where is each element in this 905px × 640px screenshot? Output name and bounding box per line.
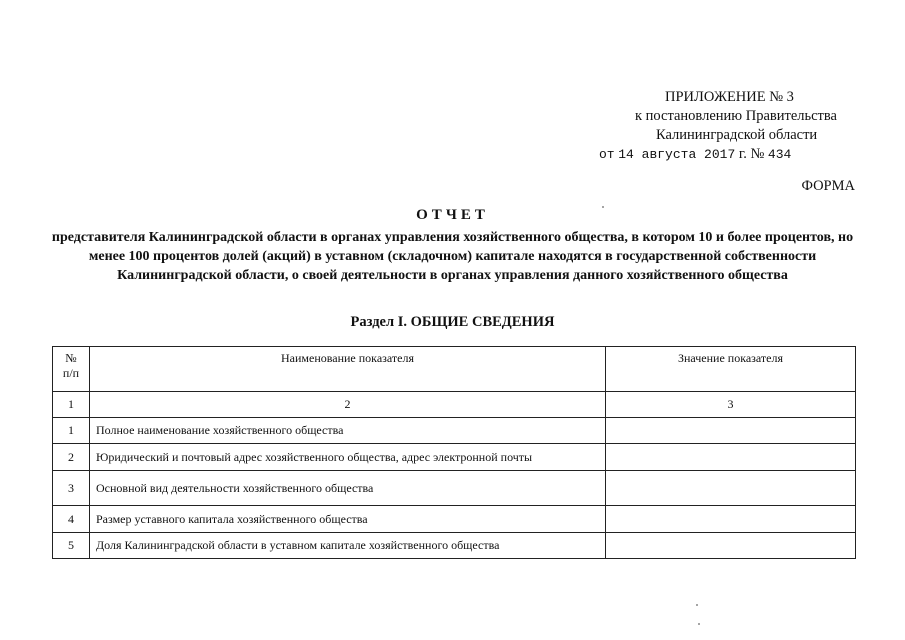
doc-number: 434 (767, 147, 792, 162)
table-row (53, 533, 856, 559)
row-num: 3 (53, 471, 90, 506)
row-value[interactable] (606, 471, 856, 506)
scan-speck (696, 604, 698, 606)
section-title: Раздел I. ОБЩИЕ СВЕДЕНИЯ (350, 314, 555, 330)
column-number: 3 (606, 392, 856, 418)
appendix-region-line: Калининградской области (656, 127, 818, 143)
row-value[interactable] (606, 418, 856, 444)
appendix-title: ПРИЛОЖЕНИЕ № 3 (665, 89, 794, 105)
row-name: Доля Калининградской области в уставном капитале хозяйственного общества (90, 533, 606, 559)
table-row (53, 418, 856, 444)
row-num: 2 (53, 444, 90, 471)
date-year-suffix: г. № (738, 146, 765, 162)
row-num: 4 (53, 506, 90, 533)
report-title: ОТЧЕТ (416, 207, 489, 223)
date-prefix: от (599, 147, 615, 162)
column-number: 1 (53, 392, 90, 418)
table-row (53, 471, 856, 506)
header-name: Наименование показателя (90, 347, 606, 392)
appendix-date-line (599, 145, 837, 164)
date-value: 14 августа 2017 (618, 147, 736, 162)
row-num: 1 (53, 418, 90, 444)
row-name: Юридический и почтовый адрес хозяйственного общества, адрес электронной почты (90, 444, 606, 471)
table-row (53, 506, 856, 533)
form-label: ФОРМА (801, 178, 855, 194)
scan-speck (698, 623, 700, 625)
header-value: Значение показателя (606, 347, 856, 392)
table-row (53, 444, 856, 471)
general-info-table (52, 346, 856, 559)
row-name: Размер уставного капитала хозяйственного общества (90, 506, 606, 533)
header-num: № п/п (53, 347, 90, 392)
row-value[interactable] (606, 506, 856, 533)
scan-speck (602, 206, 604, 208)
column-number: 2 (90, 392, 606, 418)
row-name: Полное наименование хозяйственного общества (90, 418, 606, 444)
report-subtitle: представителя Калининградской области в органах управления хозяйственного общества, в котором 10 и более процентов, но менее 100 процентов долей (акций) в уставном (складочном) капитале находятся в государственной собственности Калининградской области, о своей деятельности в органах управления данного хозяйственного общества (51, 230, 854, 283)
appendix-block (599, 88, 837, 164)
row-num: 5 (53, 533, 90, 559)
row-value[interactable] (606, 444, 856, 471)
appendix-decree-line: к постановлению Правительства (635, 108, 837, 124)
table-header-row (53, 347, 856, 392)
row-name: Основной вид деятельности хозяйственного общества (90, 471, 606, 506)
row-value[interactable] (606, 533, 856, 559)
column-number-row (53, 392, 856, 418)
